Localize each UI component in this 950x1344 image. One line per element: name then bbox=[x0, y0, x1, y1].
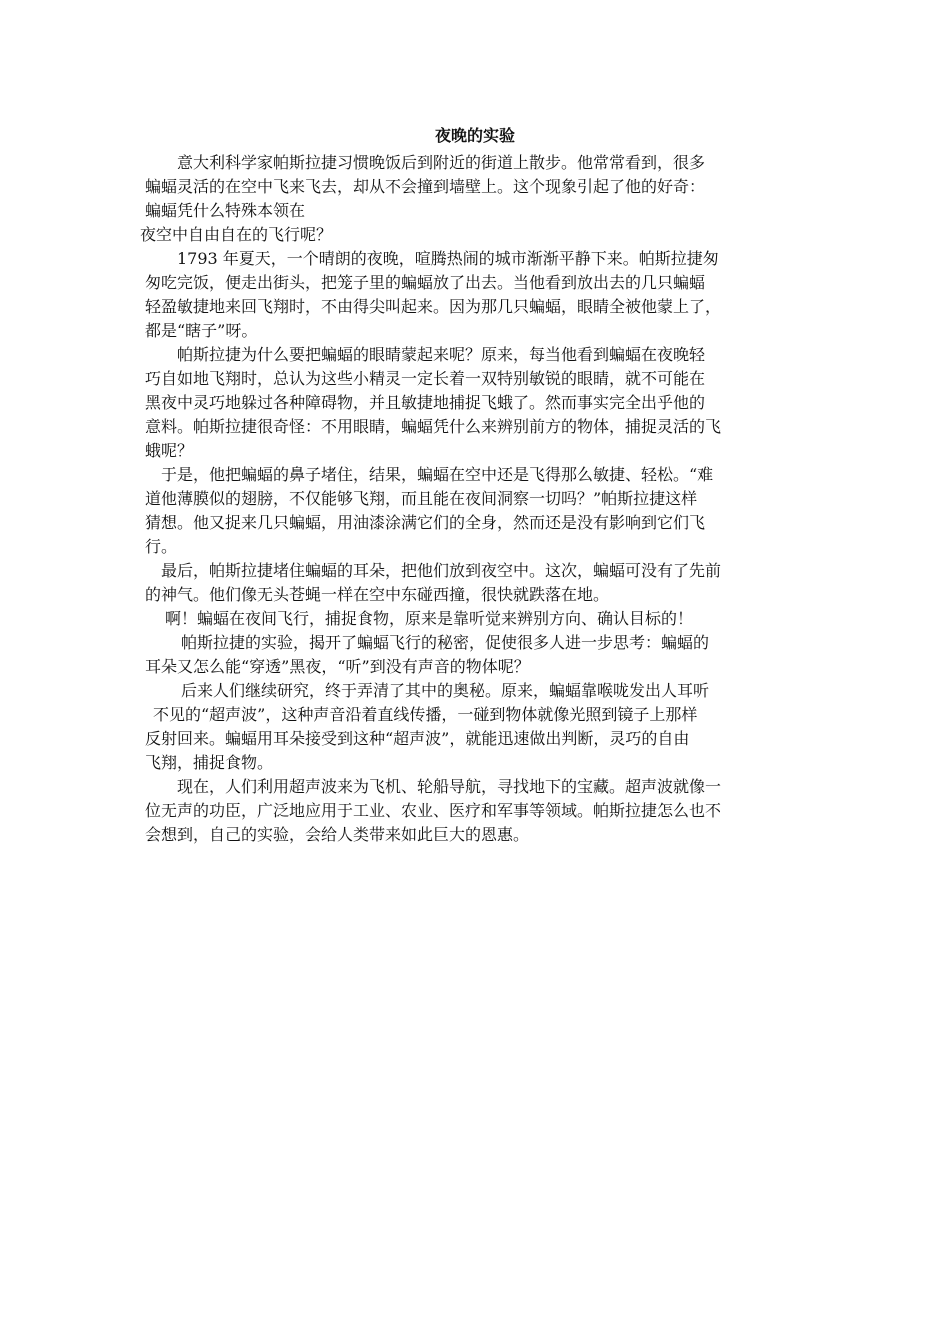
paragraph-line: 蝙蝠灵活的在空中飞来飞去，却从不会撞到墙壁上。这个现象引起了他的好奇： bbox=[145, 177, 706, 196]
paragraph-line: 于是，他把蝙蝠的鼻子堵住，结果，蝙蝠在空中还是飞得那么敏捷、轻松。“难 bbox=[161, 465, 714, 484]
paragraph-line: 轻盈敏捷地来回飞翔时，不由得尖叫起来。因为那几只蝙蝠，眼睛全被他蒙上了， bbox=[145, 297, 722, 316]
paragraph-9 bbox=[145, 775, 807, 847]
paragraph-line: 最后，帕斯拉捷堵住蝙蝠的耳朵，把他们放到夜空中。这次，蝙蝠可没有了先前 bbox=[161, 561, 722, 580]
paragraph-line: 反射回来。蝙蝠用耳朵接受到这种“超声波”，就能迅速做出判断，灵巧的自由 bbox=[145, 729, 690, 748]
paragraph-line: 黑夜中灵巧地躲过各种障碍物，并且敏捷地捕捉飞蛾了。然而事实完全出乎他的 bbox=[145, 393, 706, 412]
paragraph-line: 会想到，自己的实验，会给人类带来如此巨大的恩惠。 bbox=[145, 825, 530, 844]
paragraph-line: 都是“瞎子”呀。 bbox=[145, 321, 258, 340]
paragraph-line: 蝙蝠凭什么特殊本领在 bbox=[145, 201, 306, 220]
paragraph-line: 意大利科学家帕斯拉捷习惯晚饭后到附近的街道上散步。他常常看到，很多 bbox=[177, 153, 706, 172]
paragraph-6 bbox=[145, 607, 807, 631]
paragraph-line: 不见的“超声波”，这种声音沿着直线传播，一碰到物体就像光照到镜子上那样 bbox=[153, 705, 698, 724]
paragraph-line: 位无声的功臣，广泛地应用于工业、农业、医疗和军事等领域。帕斯拉捷怎么也不 bbox=[145, 801, 722, 820]
paragraph-1 bbox=[140, 151, 807, 247]
paragraph-line: 帕斯拉捷的实验，揭开了蝙蝠飞行的秘密，促使很多人进一步思考：蝙蝠的 bbox=[181, 633, 710, 652]
paragraph-2 bbox=[145, 247, 807, 343]
paragraph-line: 啊！蝙蝠在夜间飞行，捕捉食物，原来是靠听觉来辨别方向、确认目标的！ bbox=[165, 609, 694, 628]
paragraph-7 bbox=[145, 631, 807, 679]
paragraph-line: 耳朵又怎么能“穿透”黑夜，“听”到没有声音的物体呢？ bbox=[145, 657, 530, 676]
paragraph-line: 意料。帕斯拉捷很奇怪：不用眼睛，蝙蝠凭什么来辨别前方的物体，捕捉灵活的飞 bbox=[145, 417, 722, 436]
document-title: 夜晚的实验 bbox=[434, 126, 515, 145]
paragraph-5 bbox=[145, 559, 807, 607]
paragraph-line: 蛾呢？ bbox=[145, 441, 194, 460]
paragraph-line: 的神气。他们像无头苍蝇一样在空中东碰西撞，很快就跌落在地。 bbox=[145, 585, 610, 604]
paragraph-line: 行。 bbox=[145, 537, 178, 556]
document-body bbox=[140, 151, 807, 847]
paragraph-line: 后来人们继续研究，终于弄清了其中的奥秘。原来，蝙蝠靠喉咙发出人耳听 bbox=[181, 681, 710, 700]
paragraph-line: 巧自如地飞翔时，总认为这些小精灵一定长着一双特别敏锐的眼睛，就不可能在 bbox=[145, 369, 706, 388]
paragraph-line: 1793 年夏天，一个晴朗的夜晚，喧腾热闹的城市渐渐平静下来。帕斯拉捷匆 bbox=[177, 249, 719, 268]
paragraph-line: 匆吃完饭，便走出街头，把笼子里的蝙蝠放了出去。当他看到放出去的几只蝙蝠 bbox=[145, 273, 706, 292]
paragraph-3 bbox=[145, 343, 807, 463]
paragraph-8 bbox=[145, 679, 807, 775]
paragraph-line: 帕斯拉捷为什么要把蝙蝠的眼睛蒙起来呢？原来，每当他看到蝙蝠在夜晚轻 bbox=[177, 345, 706, 364]
paragraph-line: 夜空中自由自在的飞行呢？ bbox=[140, 225, 333, 244]
paragraph-line: 现在，人们利用超声波来为飞机、轮船导航，寻找地下的宝藏。超声波就像一 bbox=[177, 777, 722, 796]
paragraph-line: 道他薄膜似的翅膀，不仅能够飞翔，而且能在夜间洞察一切吗？”帕斯拉捷这样 bbox=[145, 489, 698, 508]
paragraph-4 bbox=[145, 463, 807, 559]
paragraph-line: 猜想。他又捉来几只蝙蝠，用油漆涂满它们的全身，然而还是没有影响到它们飞 bbox=[145, 513, 706, 532]
paragraph-line: 飞翔，捕捉食物。 bbox=[145, 753, 274, 772]
